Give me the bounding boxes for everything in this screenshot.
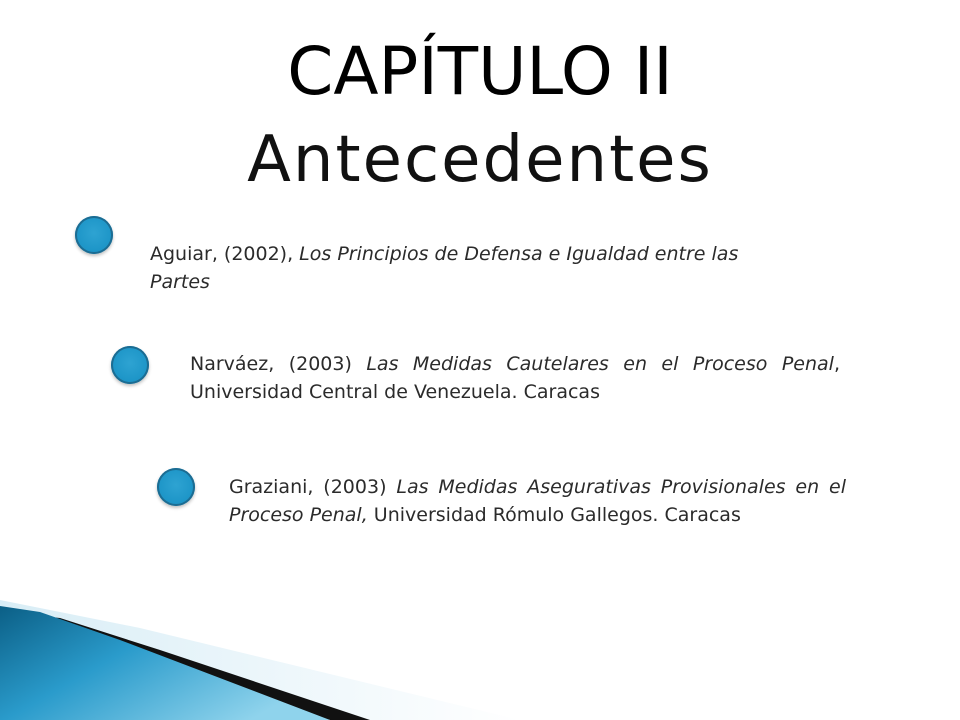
- reference-title: Los Principios de Defensa e Igualdad entre las Partes: [150, 243, 739, 293]
- reference-title: Las Medidas Asegurativas Provisionales en el Proceso Penal,: [229, 476, 846, 526]
- reference-author: Graziani, (2003): [229, 476, 397, 498]
- reference-title: Las Medidas Cautelares en el Proceso Penal: [366, 353, 834, 375]
- reference-rest: Universidad Rómulo Gallegos. Caracas: [367, 504, 741, 526]
- circle-bullet-icon: [75, 216, 113, 254]
- reference-item-3: [229, 473, 846, 529]
- reference-item-2: [190, 350, 840, 406]
- reference-rest: , Universidad Central de Venezuela. Caracas: [190, 353, 841, 403]
- reference-item-1: [150, 240, 770, 296]
- circle-bullet-icon: [111, 346, 149, 384]
- slide-title: CAPÍTULO II: [287, 33, 673, 110]
- reference-author: Narváez, (2003): [190, 353, 367, 375]
- reference-author: Aguiar, (2002),: [150, 243, 300, 265]
- slide-subtitle: Antecedentes: [247, 123, 713, 197]
- circle-bullet-icon: [157, 468, 195, 506]
